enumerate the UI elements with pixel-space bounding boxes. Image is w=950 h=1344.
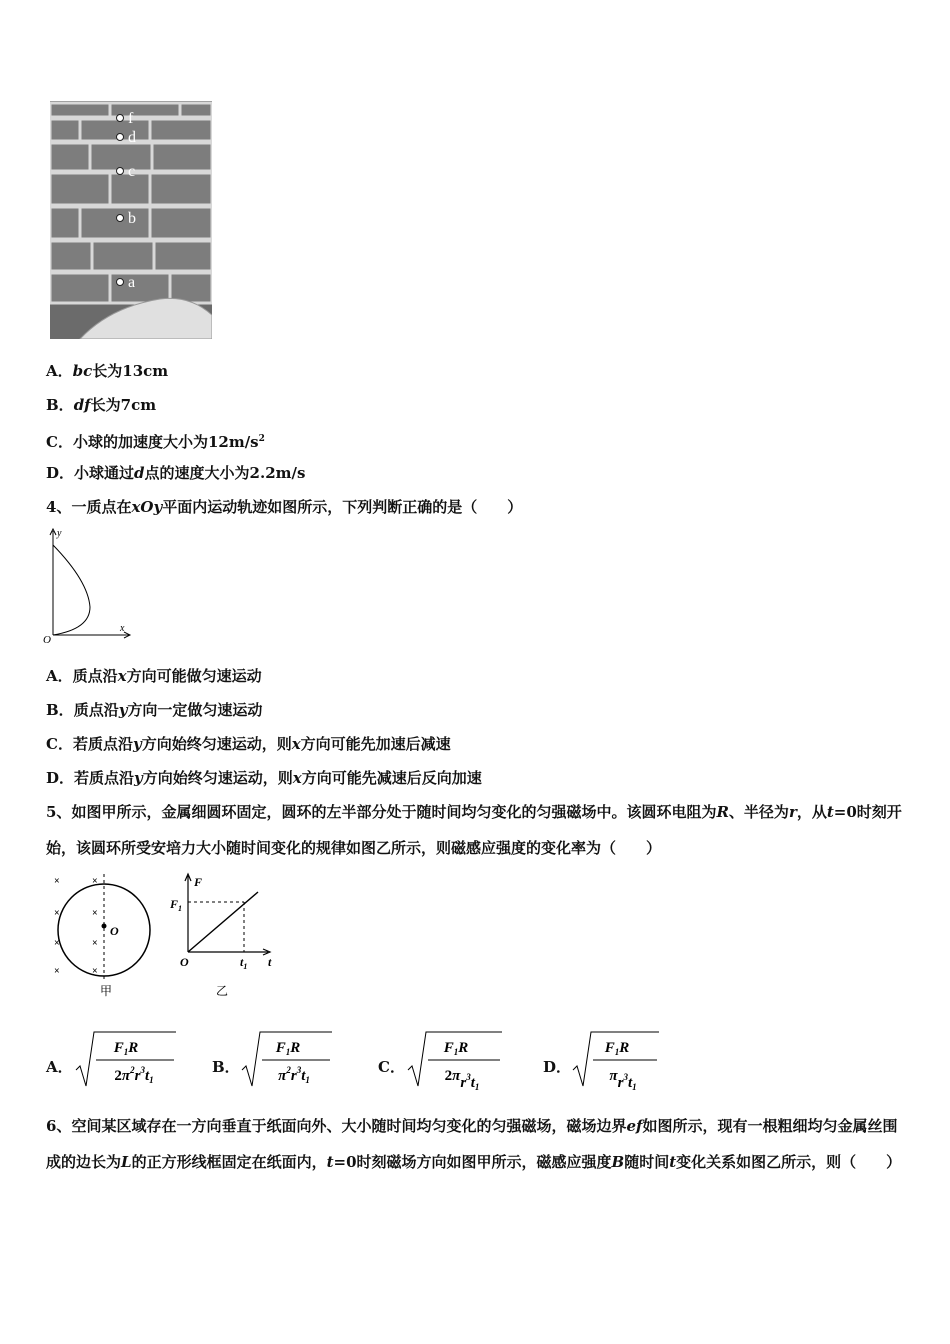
x-axis-label: x bbox=[120, 623, 125, 634]
figure-jia-ring-in-field bbox=[48, 868, 168, 998]
q4-stem: 4、一质点在xOy平面内运动轨迹如图所示，下列判断正确的是（ ） bbox=[46, 498, 523, 516]
q3-option-a: A．bc长为13cm bbox=[46, 362, 169, 380]
q3-option-b: B．df长为7cm bbox=[46, 396, 157, 414]
y-tick-F1: $F_1$ bbox=[170, 897, 183, 913]
brick-wall-figure bbox=[50, 101, 212, 339]
figure-yi-force-time-graph bbox=[168, 868, 288, 998]
svg-text:×: × bbox=[92, 908, 98, 919]
q6-stem: 6、空间某区域存在一方向垂直于纸面向外、大小随时间均匀变化的匀强磁场，磁场边界ef如图所示，现有一根粗细均匀金属丝围成的边长为L的正方形线框固定在纸面内，t=0时刻磁场方向如图甲所示，磁感应强度B随时间t变化关系如图乙所示，则（ ） bbox=[46, 1117, 902, 1171]
sqrt-expression-d bbox=[571, 1030, 691, 1090]
y-axis-label: y bbox=[57, 528, 62, 539]
caption-yi: 乙 bbox=[216, 984, 229, 998]
ball-label-d: d bbox=[128, 129, 136, 146]
svg-text:×: × bbox=[54, 966, 60, 977]
svg-text:×: × bbox=[92, 938, 98, 949]
q5-option-b: B． $F_1R$ $\pi^2r^3t_1$ bbox=[212, 1030, 362, 1090]
q5-option-a: A． $F_1R$ $2\pi^2r^3t_1$ bbox=[46, 1030, 196, 1090]
ball-label-c: c bbox=[128, 163, 136, 180]
sqrt-expression-b bbox=[240, 1030, 360, 1090]
q3-option-d: D．小球通过d点的速度大小为2.2m/s bbox=[46, 464, 306, 482]
x-tick-t1: $t_1$ bbox=[240, 955, 248, 971]
svg-text:2π2r3t1: $2\pi^2r^3t_1$ bbox=[114, 1065, 154, 1085]
svg-text:πr3t1: $\pi r^3t_1$ bbox=[609, 1068, 637, 1090]
q3-option-c: C．小球的加速度大小为$12m/s^2$ bbox=[46, 433, 265, 451]
q5-stem: 5、如图甲所示，金属细圆环固定，圆环的左半部分处于随时间均匀变化的匀强磁场中。该圆环电阻为R、半径为r，从t=0时刻开始，该圆环所受安培力大小随时间变化的规律如图乙所示，则磁感应强度的变化率为（ ） bbox=[46, 803, 902, 857]
y-axis-label-F: F bbox=[194, 875, 203, 889]
svg-text:×: × bbox=[92, 966, 98, 977]
x-axis-label-t: t bbox=[268, 955, 272, 969]
ball-label-f: f bbox=[128, 110, 134, 127]
caption-jia: 甲 bbox=[100, 984, 113, 998]
q4-option-d: D．若质点沿y方向始终匀速运动，则x方向可能先减速后反向加速 bbox=[46, 769, 482, 787]
ball-label-a: a bbox=[128, 274, 136, 291]
svg-text:×: × bbox=[54, 876, 60, 887]
q4-option-a: A．质点沿x方向可能做匀速运动 bbox=[46, 667, 262, 685]
svg-text:2πr3t1: $2\pi r^3t_1$ bbox=[444, 1068, 480, 1090]
svg-text:π2r3t1: $\pi^2r^3t_1$ bbox=[278, 1065, 310, 1085]
sqrt-expression-a bbox=[74, 1030, 194, 1090]
svg-text:×: × bbox=[54, 908, 60, 919]
svg-text:F1R: $F_1R$ bbox=[275, 1040, 301, 1057]
svg-text:F1R: $F_1R$ bbox=[443, 1040, 469, 1057]
trajectory-figure bbox=[40, 525, 140, 645]
q4-option-b: B．质点沿y方向一定做匀速运动 bbox=[46, 701, 263, 719]
origin-label-yi: O bbox=[180, 955, 189, 969]
sqrt-expression-c bbox=[406, 1030, 526, 1090]
center-label: O bbox=[110, 924, 119, 938]
svg-text:×: × bbox=[54, 938, 60, 949]
svg-text:×: × bbox=[92, 876, 98, 887]
q5-option-c: C． $F_1R$ $2\pi r^3t_1$ bbox=[378, 1030, 528, 1090]
ball-label-b: b bbox=[128, 210, 136, 227]
q5-option-d: D． $F_1R$ $\pi r^3t_1$ bbox=[543, 1030, 693, 1090]
q4-option-c: C．若质点沿y方向始终匀速运动，则x方向可能先加速后减速 bbox=[46, 735, 451, 753]
svg-text:F1R: $F_1R$ bbox=[113, 1040, 139, 1057]
svg-text:F1R: $F_1R$ bbox=[604, 1040, 630, 1057]
origin-label: O bbox=[43, 634, 51, 645]
